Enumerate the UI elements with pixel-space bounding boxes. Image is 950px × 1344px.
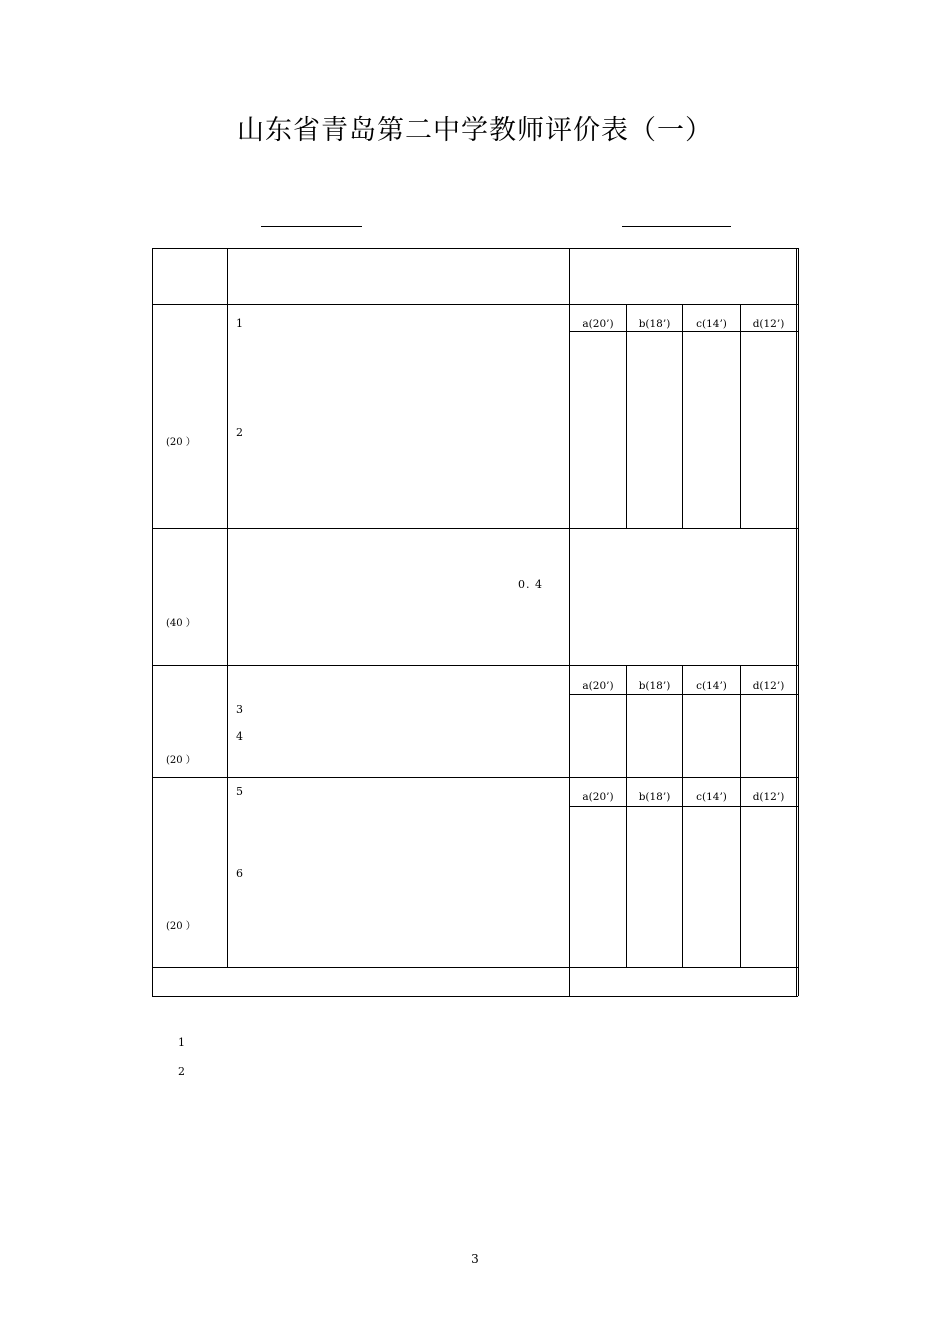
page-title: 山东省青岛第二中学教师评价表（一） — [237, 115, 713, 146]
grade-d: d(12’) — [752, 680, 785, 692]
grade-c: c(14’) — [696, 680, 727, 692]
grade-d: d(12’) — [752, 318, 785, 330]
row3-score: (20 ） — [166, 755, 196, 766]
row-divider — [152, 665, 798, 666]
grade-header-line — [569, 331, 798, 332]
page-number: 3 — [471, 1252, 479, 1266]
row1-line: 2 — [236, 426, 244, 439]
row4-line: 5 — [236, 785, 244, 798]
table-divider-label — [227, 248, 228, 967]
grade-b: b(18’) — [638, 791, 671, 803]
row2-score: (40 ） — [166, 618, 196, 629]
note-item: 1 — [178, 1036, 186, 1049]
grade-a: a(20’) — [582, 791, 614, 803]
table-border-bottom — [152, 996, 798, 997]
grade-header-line — [569, 806, 798, 807]
meta-right-underline — [622, 226, 731, 227]
row3-line: 3 — [236, 703, 244, 716]
row3-line: 4 — [236, 730, 244, 743]
row2-line: 0. 4 — [518, 578, 543, 591]
table-divider-content — [569, 248, 570, 996]
row1-line: 1 — [236, 317, 244, 330]
table-border-top — [152, 248, 798, 249]
grade-d: d(12’) — [752, 791, 785, 803]
grade-divider — [626, 304, 627, 528]
grade-divider — [740, 304, 741, 528]
table-border-right — [796, 248, 797, 996]
grade-c: c(14’) — [696, 791, 727, 803]
row4-score: (20 ） — [166, 921, 196, 932]
grade-b: b(18’) — [638, 680, 671, 692]
header-divider — [152, 304, 798, 305]
grade-a: a(20’) — [582, 318, 614, 330]
row-divider — [152, 777, 798, 778]
grade-b: b(18’) — [638, 318, 671, 330]
grade-divider — [682, 304, 683, 528]
table-border-left — [152, 248, 153, 996]
grade-a: a(20’) — [582, 680, 614, 692]
grade-header-line — [569, 694, 798, 695]
row4-line: 6 — [236, 867, 244, 880]
row1-score: (20 ） — [166, 437, 196, 448]
note-item: 2 — [178, 1065, 186, 1078]
grade-c: c(14’) — [696, 318, 727, 330]
row-divider — [152, 528, 798, 529]
table-border-right-double — [798, 248, 799, 996]
meta-left-underline — [261, 226, 362, 227]
row-divider — [152, 967, 798, 968]
